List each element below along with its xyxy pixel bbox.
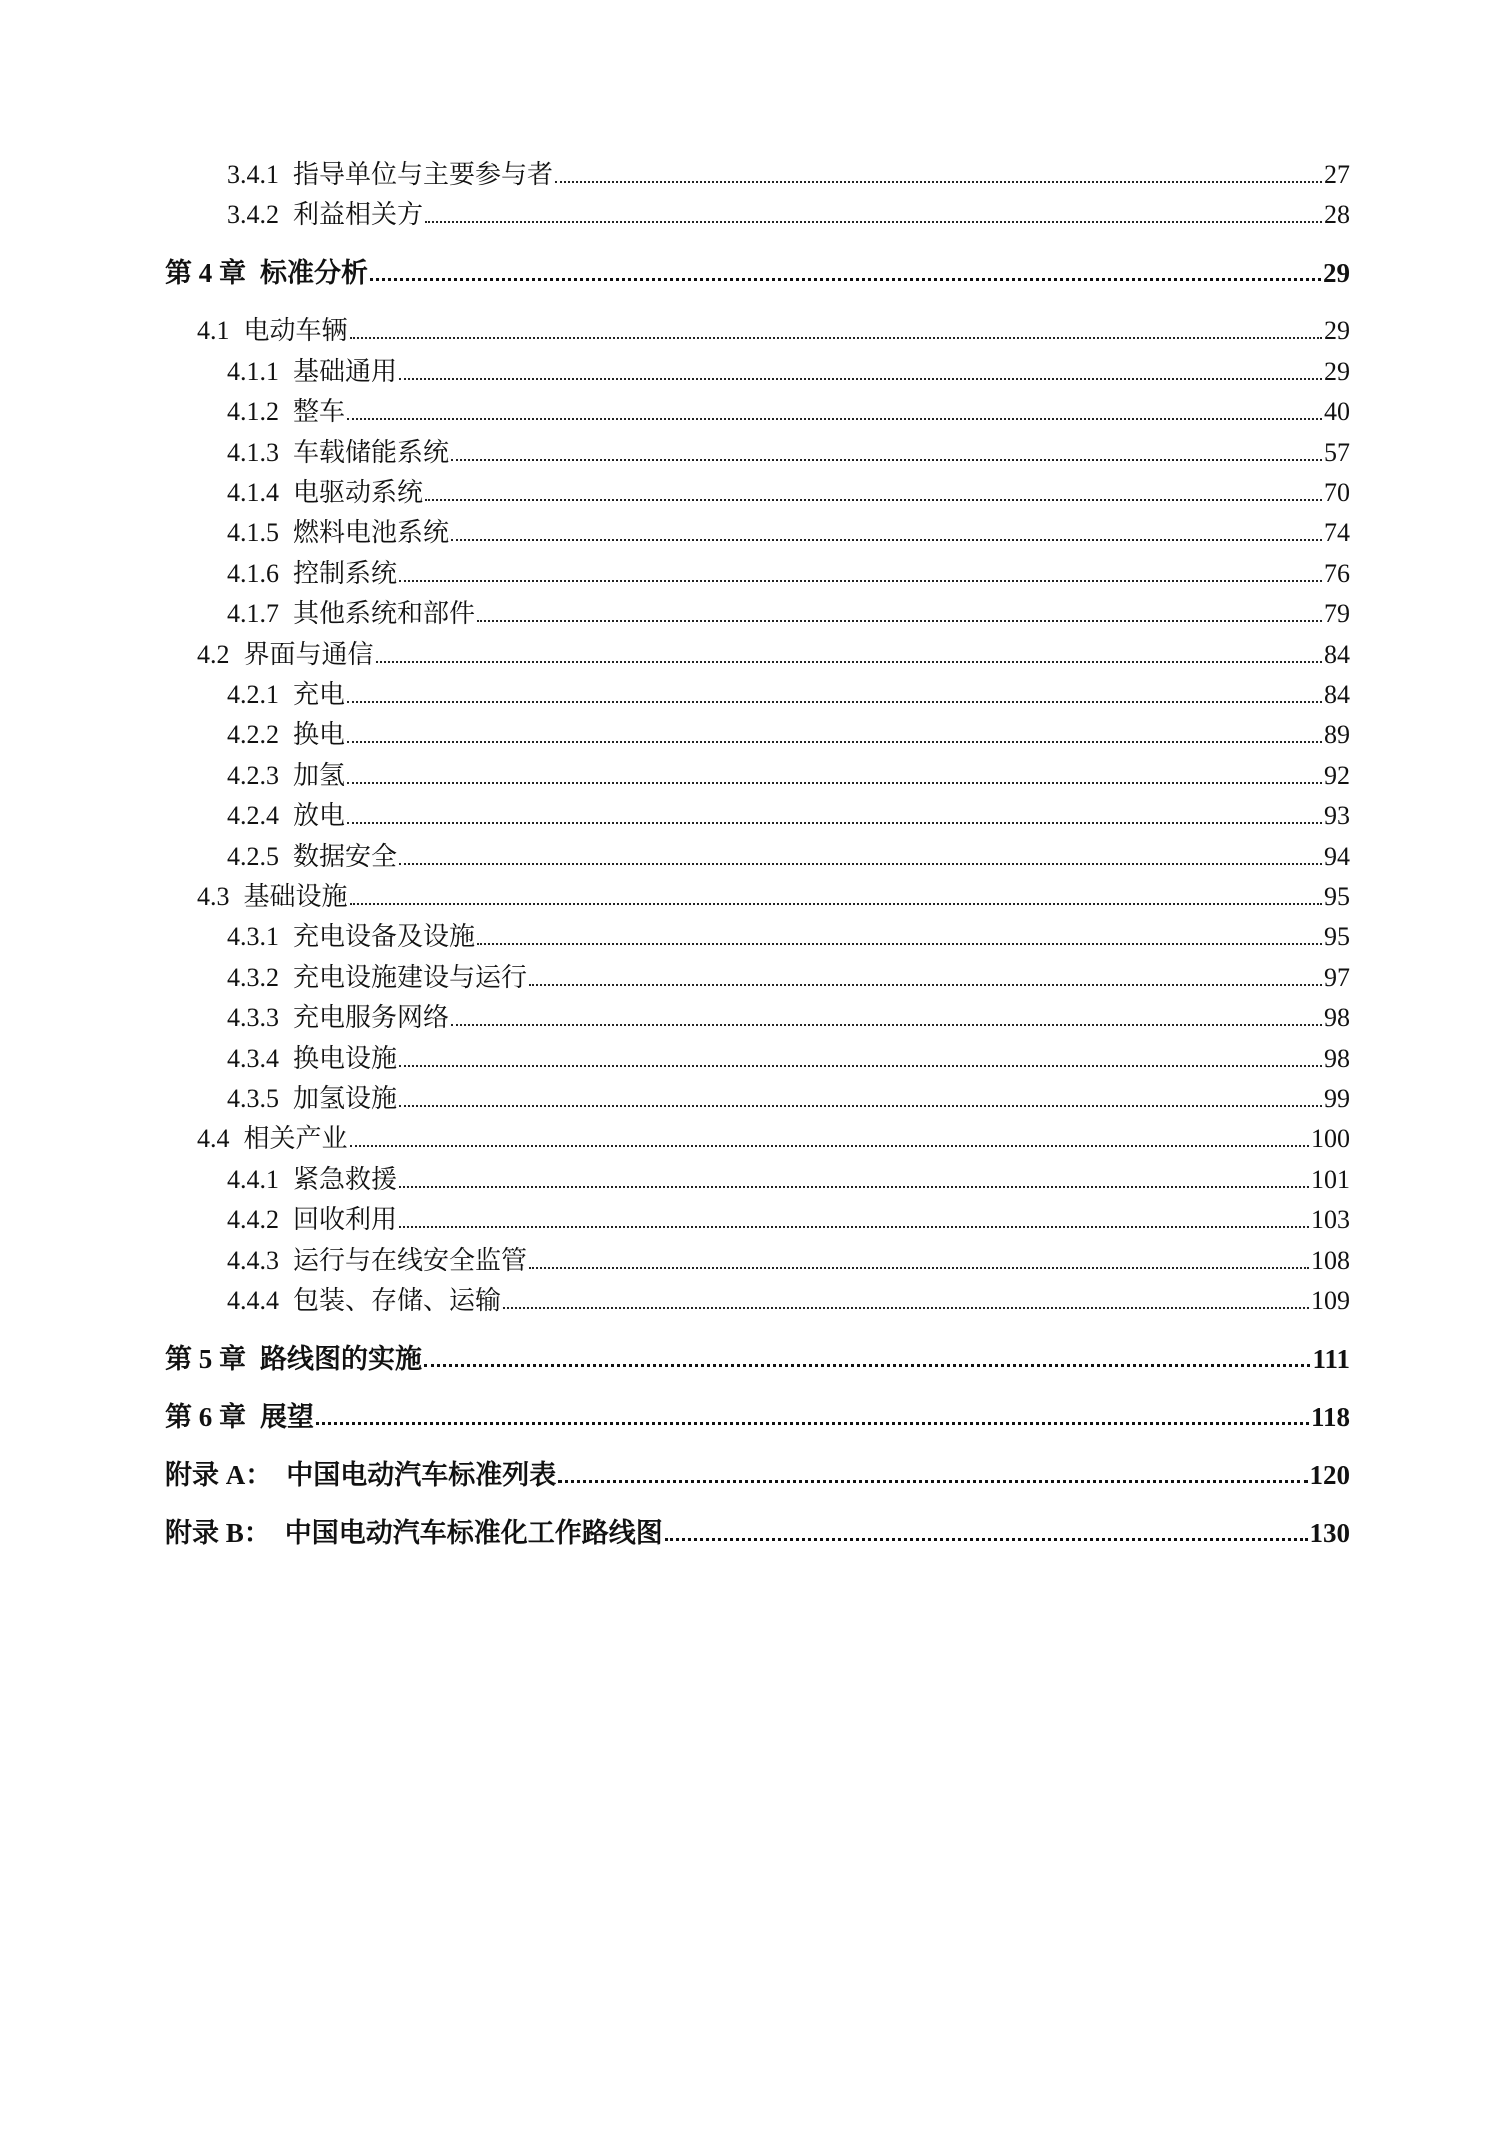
toc-entry-label [165,258,368,288]
toc-entry-label [197,882,348,912]
toc-entry-number: 4.1.5 [227,518,279,548]
toc-entry [165,1124,1350,1154]
toc-entry [165,761,1350,791]
toc-entry-title: 中国电动汽车标准化工作路线图 [284,1518,663,1548]
toc-entry [165,316,1350,346]
toc-entry-number: 4.4.2 [227,1205,279,1235]
toc-entry [165,1205,1350,1235]
toc-entry-label [227,842,397,872]
toc-entry-title: 回收利用 [293,1205,398,1235]
toc-entry-number: 4.2.5 [227,841,279,871]
toc-entry [165,1518,1350,1548]
toc-entry-number: 4.1.1 [227,356,279,386]
toc-dot-leader [425,498,1322,501]
toc-dot-leader [350,336,1322,339]
toc-entry [165,397,1350,427]
toc-entry [165,1286,1350,1316]
toc-entry-label [227,357,397,387]
toc-dot-leader [316,1421,1309,1425]
toc-entry-label [197,1124,348,1154]
toc-entry-title: 电动车辆 [243,316,348,346]
toc-page-number: 100 [1311,1124,1350,1154]
toc-dot-leader [399,862,1322,865]
toc-entry-number: 4.2.3 [227,760,279,790]
toc-entry-label [227,478,423,508]
toc-entry-number: 3.4.1 [227,160,279,189]
toc-entry-title: 车载储能系统 [293,437,450,467]
toc-entry [165,478,1350,508]
toc-entry [165,559,1350,589]
toc-entry-label [197,316,348,346]
toc-entry-number: 4.2.1 [227,680,279,709]
toc-entry-number: 4.4.1 [227,1164,279,1194]
toc-entry-title: 界面与通信 [243,639,374,669]
toc-page-number: 94 [1324,841,1350,871]
toc-dot-leader [350,1144,1309,1147]
toc-page-number: 98 [1324,1043,1350,1073]
toc-entry-number: 4.2.2 [227,720,279,750]
toc-entry-label [165,1518,663,1548]
toc-page-number: 79 [1324,599,1350,629]
toc-entry-title: 充电 [293,680,346,709]
toc-entry-number: 4.3.1 [227,922,279,952]
toc-entry-number: 4.4.3 [227,1245,279,1275]
toc-entry-title: 加氢 [293,760,346,790]
toc-entry-label [227,680,345,710]
toc-page-number: 98 [1324,1003,1350,1033]
toc-dot-leader [529,1266,1309,1269]
toc-entry-title: 路线图的实施 [260,1344,422,1374]
toc-entry-label [227,559,397,589]
toc-entry-label [227,397,345,427]
toc-entry-title: 相关产业 [243,1124,348,1154]
toc-entry [165,1084,1350,1114]
toc-page-number: 109 [1311,1286,1350,1315]
toc-entry-label [165,1344,422,1374]
toc-entry [165,1460,1350,1490]
toc-entry-title: 数据安全 [293,841,398,871]
toc-dot-leader [424,1363,1310,1367]
toc-entry [165,842,1350,872]
toc-page-number: 92 [1324,760,1350,790]
toc-dot-leader [399,377,1322,380]
toc-entry [165,963,1350,993]
toc-entry [165,922,1350,952]
toc-dot-leader [399,1064,1322,1067]
toc-entry [165,1402,1350,1432]
toc-entry-title: 运行与在线安全监管 [293,1245,528,1275]
toc-dot-leader [477,942,1322,945]
toc-dot-leader [425,220,1322,223]
toc-entry [165,599,1350,629]
toc-entry-label [227,599,475,629]
toc-entry-title: 充电设施建设与运行 [293,962,528,992]
toc-page-number: 93 [1324,801,1350,831]
toc-dot-leader [350,902,1322,905]
toc-entry-title: 燃料电池系统 [293,518,450,548]
toc-dot-leader [399,579,1322,582]
toc-page-number: 99 [1324,1084,1350,1113]
toc-entry-number: 4.2 [197,639,230,669]
toc-dot-leader [451,458,1322,461]
toc-dot-leader [477,619,1322,622]
toc-entry-title: 展望 [260,1402,314,1432]
toc-entry-title: 加氢设施 [293,1084,398,1113]
toc-entry [165,518,1350,548]
toc-dot-leader [503,1306,1309,1309]
toc-entry-title: 换电 [293,720,346,750]
toc-entry-title: 充电服务网络 [293,1003,450,1033]
toc-entry [165,640,1350,670]
toc-dot-leader [347,821,1322,824]
toc-entry-label [227,160,553,190]
toc-entry [165,1003,1350,1033]
toc-entry-number: 4.1 [197,316,230,346]
toc-entry [165,882,1350,912]
toc-entry-number: 4.1.7 [227,599,279,629]
toc-entry [165,1246,1350,1276]
toc-dot-leader [347,700,1322,703]
toc-entry-title: 其他系统和部件 [293,599,476,629]
toc-page-number: 84 [1324,639,1350,669]
toc-entry-label [165,1402,314,1432]
toc-page-number: 101 [1311,1164,1350,1194]
toc-entry-number: 4.3.3 [227,1003,279,1033]
toc-entry-label [227,1205,397,1235]
toc-entry [165,680,1350,710]
toc-entry-label [227,1165,397,1195]
toc-entry-label [227,438,449,468]
toc-page-number: 76 [1324,558,1350,588]
toc-entry-label [227,1286,501,1316]
toc-entry-label [227,922,475,952]
toc-page-number: 70 [1324,478,1350,507]
toc-entry-number: 4.2.4 [227,801,279,831]
toc-entry-title: 包装、存储、运输 [293,1286,502,1315]
toc-entry-title: 换电设施 [293,1043,398,1073]
toc-entry-label [227,761,345,791]
toc-dot-leader [347,781,1322,784]
toc-page-number: 111 [1312,1344,1350,1374]
toc-entry-number: 4.1.4 [227,478,279,507]
toc-entry-label [165,1460,556,1490]
toc-entry-number: 4.3.4 [227,1043,279,1073]
toc-page-number: 95 [1324,922,1350,952]
toc-entry-title: 标准分析 [260,258,368,289]
toc-page-number: 118 [1310,1402,1350,1432]
toc-entry-number: 3.4.2 [227,200,279,230]
toc-dot-leader [451,538,1322,541]
toc-entry-number: 附录 B： [165,1518,271,1548]
toc-dot-leader [529,983,1322,986]
toc-entry [165,1044,1350,1074]
toc-entry-number: 4.4 [197,1124,230,1154]
toc-entry-number: 附录 A： [165,1460,273,1490]
toc-entry-title: 紧急救援 [293,1164,398,1194]
toc-page-number: 97 [1324,962,1350,992]
toc-entry-number: 4.3.5 [227,1084,279,1113]
toc-page-number: 120 [1309,1460,1350,1490]
toc-dot-leader [347,740,1322,743]
toc-entry-number: 第 6 章 [165,1402,246,1432]
toc-dot-leader [370,277,1321,281]
toc-entry [165,258,1350,288]
toc-entry-label [227,1084,397,1114]
toc-entry-label [227,801,345,831]
toc-entry [165,357,1350,387]
toc-dot-leader [347,417,1322,420]
toc-entry [165,1165,1350,1195]
toc-entry-title: 指导单位与主要参与者 [293,160,554,189]
toc-entry [165,720,1350,750]
toc-dot-leader [376,660,1322,663]
toc-dot-leader [399,1104,1322,1107]
toc-entry-title: 利益相关方 [293,200,424,230]
toc-entry-number: 4.3 [197,882,230,911]
toc-page-number: 89 [1324,720,1350,750]
toc-entry-label [227,518,449,548]
toc-entry-title: 中国电动汽车标准列表 [286,1460,557,1490]
toc-entry-number: 4.3.2 [227,962,279,992]
toc-page-number: 74 [1324,518,1350,548]
toc-entry-title: 整车 [293,397,346,427]
toc-entry-title: 基础通用 [293,356,398,386]
toc-entry-number: 第 5 章 [165,1344,246,1374]
toc-page-number: 95 [1324,882,1350,911]
toc-entry [165,200,1350,230]
toc-entry-number: 第 4 章 [165,258,246,289]
toc-entry [165,801,1350,831]
toc-page-number: 28 [1324,200,1350,230]
toc-entry-title: 充电设备及设施 [293,922,476,952]
toc-entry-label [227,1003,449,1033]
toc-entry-number: 4.4.4 [227,1286,279,1315]
toc-entry-label [227,963,527,993]
toc-entry-label [227,1044,397,1074]
toc-page-number: 29 [1324,316,1350,346]
toc-dot-leader [399,1185,1309,1188]
toc-page-number: 57 [1324,437,1350,467]
toc-entry-label [197,640,374,670]
toc-entry-title: 电驱动系统 [293,478,424,507]
toc-entry-title: 基础设施 [243,882,348,911]
toc-dot-leader [558,1479,1307,1483]
toc-entry-title: 放电 [293,801,346,831]
toc-page-number: 108 [1311,1245,1350,1275]
toc-entry [165,1344,1350,1374]
toc-page-number: 29 [1324,356,1350,386]
toc-dot-leader [399,1225,1309,1228]
toc-entry-title: 控制系统 [293,558,398,588]
toc-entry-label [227,1246,527,1276]
toc-page-number: 103 [1311,1205,1350,1235]
toc-page-number: 40 [1324,397,1350,427]
toc-entry-label [227,200,423,230]
toc-dot-leader [555,180,1322,183]
toc-dot-leader [665,1537,1308,1541]
toc-page-number: 130 [1309,1518,1350,1548]
toc-entry-number: 4.1.3 [227,437,279,467]
toc-entry [165,160,1350,190]
toc-page-number: 29 [1323,258,1350,289]
toc-entry-number: 4.1.6 [227,558,279,588]
toc-page-number: 84 [1324,680,1350,709]
toc-dot-leader [451,1023,1322,1026]
toc-page-number: 27 [1324,160,1350,189]
toc-entry [165,438,1350,468]
toc-entry-label [227,720,345,750]
toc-entry-number: 4.1.2 [227,397,279,427]
